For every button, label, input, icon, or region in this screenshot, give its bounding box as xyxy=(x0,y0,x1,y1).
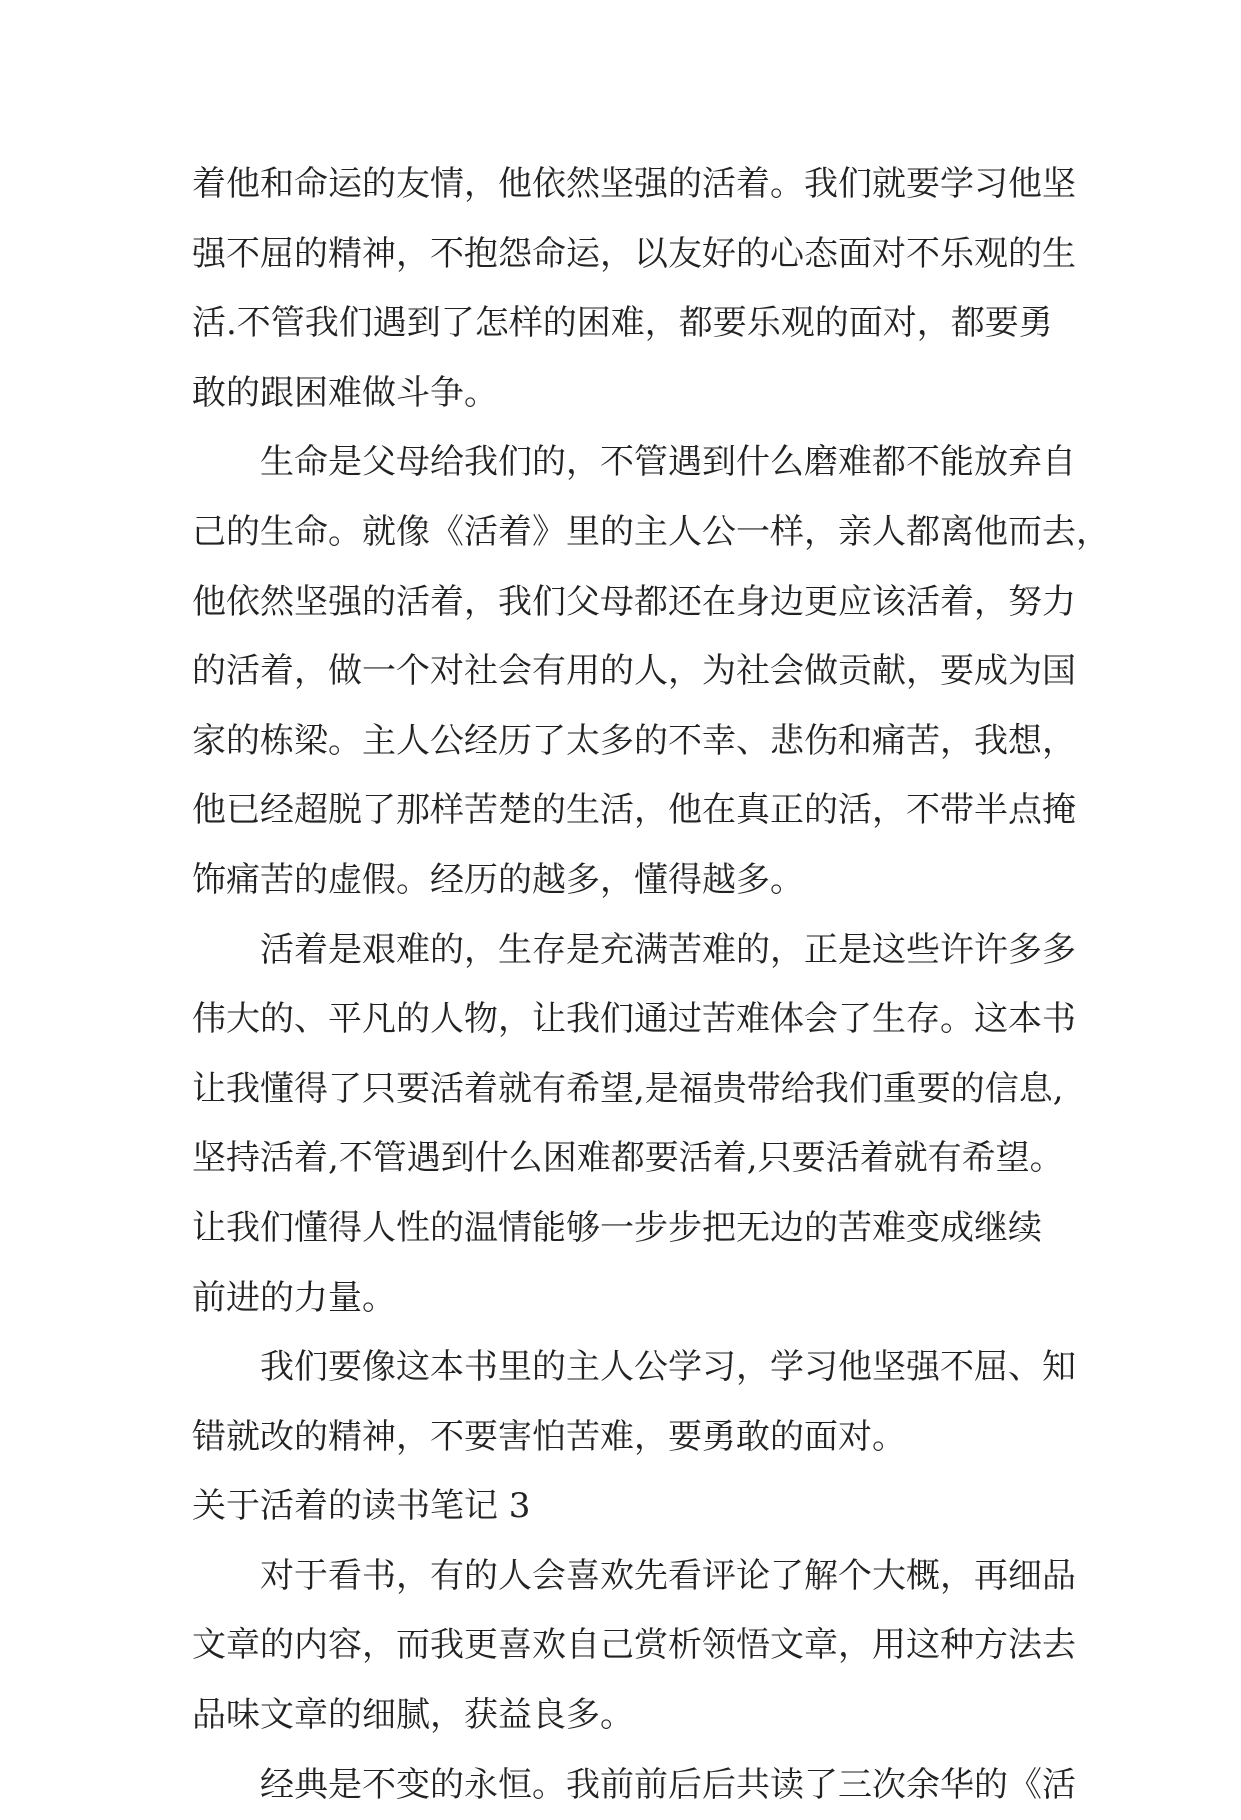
text-line: 他依然坚强的活着，我们父母都还在身边更应该活着，努力 xyxy=(192,581,1076,622)
text-line: 他已经超脱了那样苦楚的生活，他在真正的活，不带半点掩 xyxy=(192,790,1076,831)
text-line: 活.不管我们遇到了怎样的困难，都要乐观的面对，都要勇 xyxy=(192,303,1053,344)
paragraph-first-line: 对于看书，有的人会喜欢先看评论了解个大概，再细品 xyxy=(260,1555,1076,1596)
text-line: 饰痛苦的虚假。经历的越多，懂得越多。 xyxy=(192,859,804,900)
text-line: 家的栋梁。主人公经历了太多的不幸、悲伤和痛苦，我想， xyxy=(192,720,1076,761)
text-line: 己的生命。就像《活着》里的主人公一样，亲人都离他而去， xyxy=(192,511,1110,552)
text-line: 品味文章的细腻，获益良多。 xyxy=(192,1695,634,1736)
paragraph-first-line: 经典是不变的永恒。我前前后后共读了三次余华的《活 xyxy=(260,1764,1076,1805)
text-line: 让我懂得了只要活着就有希望,是福贵带给我们重要的信息, xyxy=(192,1068,1064,1109)
text-line: 敢的跟困难做斗争。 xyxy=(192,372,498,413)
text-line: 强不屈的精神，不抱怨命运，以友好的心态面对不乐观的生 xyxy=(192,233,1076,274)
section-heading: 关于活着的读书笔记 3 xyxy=(192,1486,531,1527)
paragraph-first-line: 我们要像这本书里的主人公学习，学习他坚强不屈、知 xyxy=(260,1347,1076,1388)
text-line: 的活着，做一个对社会有用的人，为社会做贡献，要成为国 xyxy=(192,651,1076,692)
text-line: 让我们懂得人性的温情能够一步步把无边的苦难变成继续 xyxy=(192,1207,1042,1248)
document-body xyxy=(192,150,1110,1820)
paragraph-first-line: 活着是艰难的，生存是充满苦难的，正是这些许许多多 xyxy=(260,929,1076,970)
paragraph-first-line: 生命是父母给我们的，不管遇到什么磨难都不能放弃自 xyxy=(260,442,1076,483)
text-line: 错就改的精神，不要害怕苦难，要勇敢的面对。 xyxy=(192,1416,906,1457)
text-line: 坚持活着,不管遇到什么困难都要活着,只要活着就有希望。 xyxy=(192,1138,1064,1179)
text-line: 前进的力量。 xyxy=(192,1277,396,1318)
text-line: 伟大的、平凡的人物，让我们通过苦难体会了生存。这本书 xyxy=(192,999,1076,1040)
text-line: 着他和命运的友情，他依然坚强的活着。我们就要学习他坚 xyxy=(192,164,1076,204)
text-line: 文章的内容，而我更喜欢自己赏析领悟文章，用这种方法去 xyxy=(192,1625,1076,1666)
